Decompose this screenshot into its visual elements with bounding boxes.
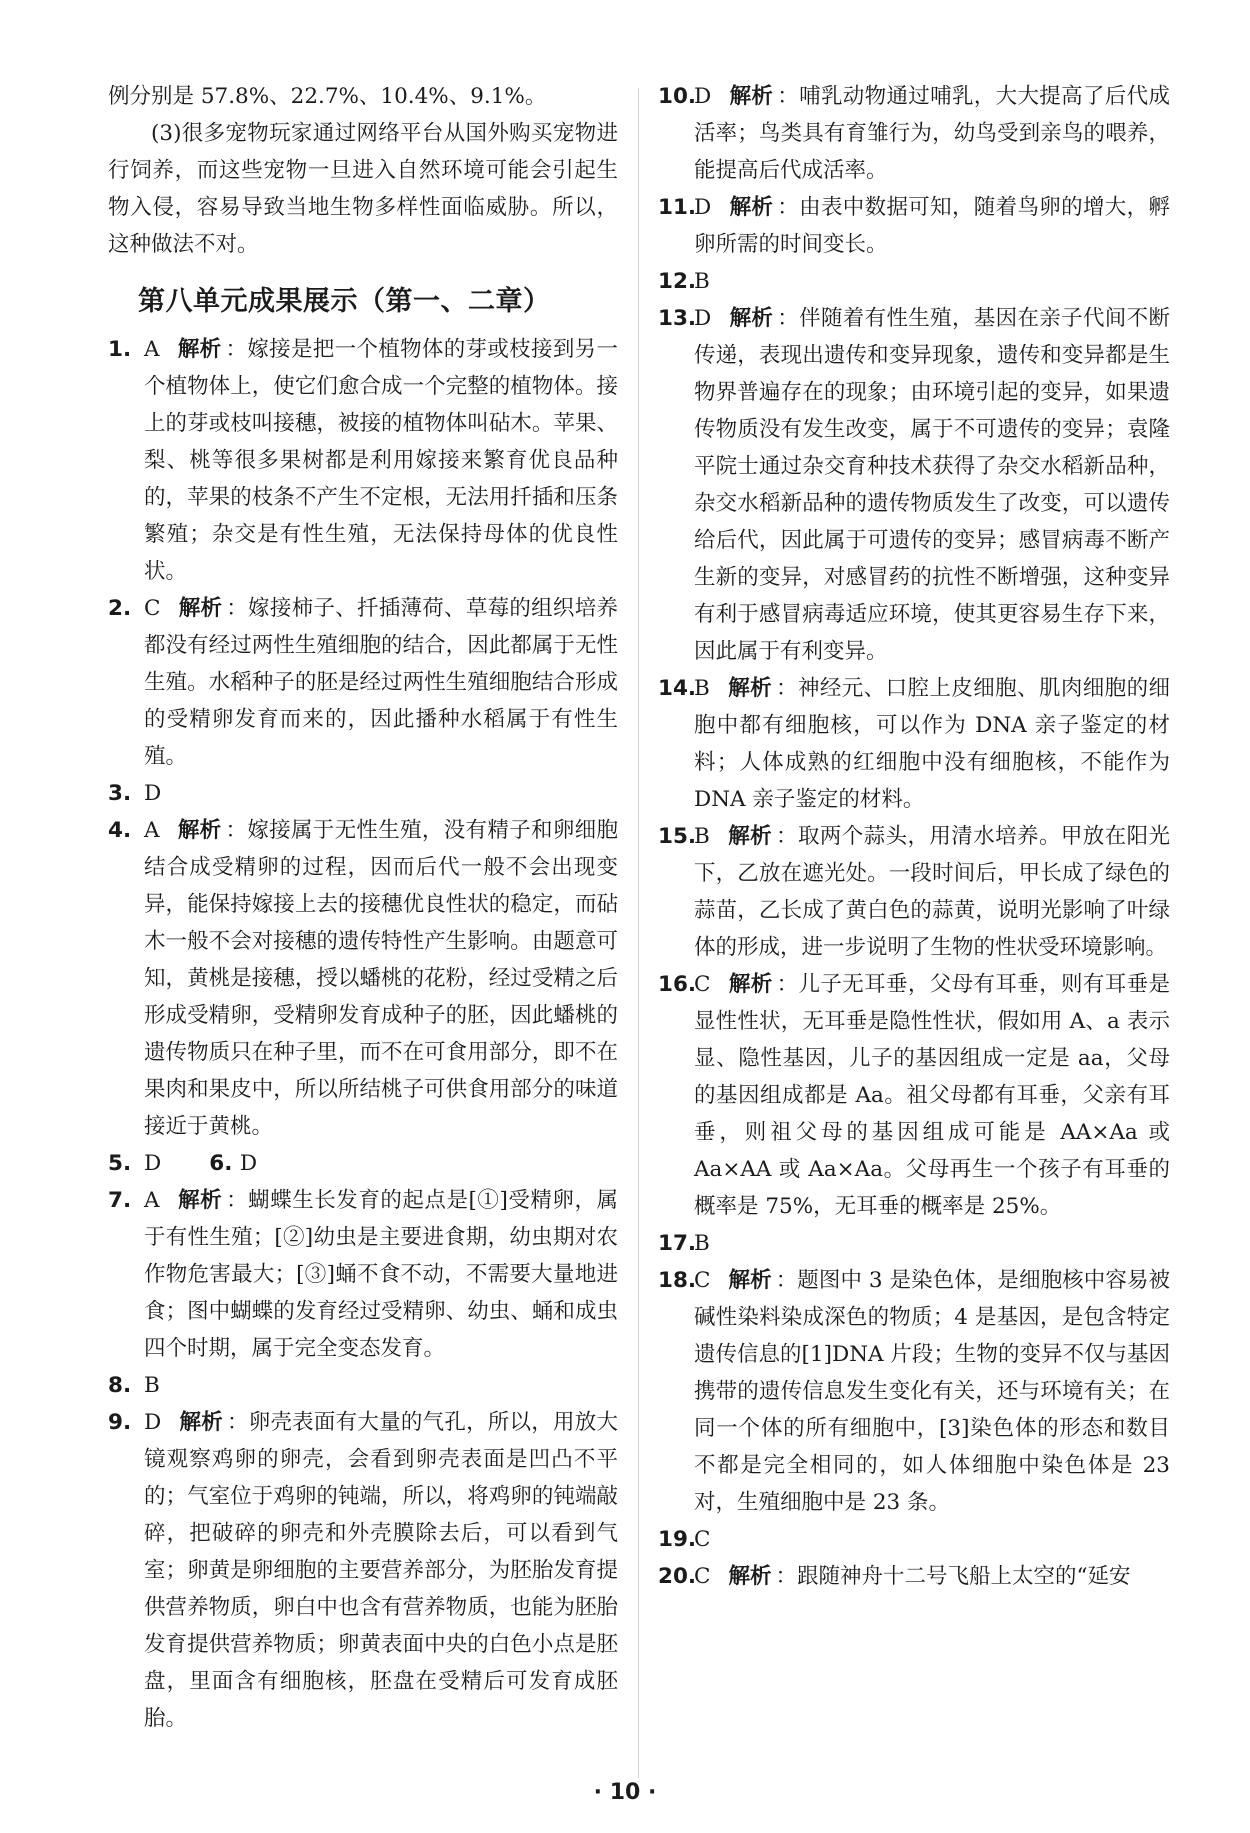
question-number: 12. [658,269,697,294]
page-number: · 10 · [593,1780,657,1805]
answer-letter: D [144,781,162,806]
analysis-tag: 解析 [179,1410,223,1435]
left-column [108,78,618,1737]
analysis-text: ：嫁接是把一个植物体的芽或枝接到另一个植物体上，使它们愈合成一个完整的植物体。接上的芽或枝叫接穗，被接的植物体叫砧木。苹果、梨、桃等很多果树都是利用嫁接来繁育优良品种的，苹果的枝条不产生不定根，无法用扦插和压条繁殖；杂交是有性生殖，无法保持母体的优良性状。 [144,337,618,584]
answer-letter: C [144,596,161,621]
intro-line: 例分别是 57.8%、22.7%、10.4%、9.1%。 [108,84,547,109]
analysis-text: ：嫁接属于无性生殖，没有精子和卵细胞结合成受精卵的过程，因而后代一般不会出现变异，能保持嫁接上去的接穗优良性状的稳定，而砧木一般不会对接穗的遗传特性产生影响。由题意可知，黄桃是接穗，授以蟠桃的花粉，经过受精之后形成受精卵，受精卵发育成种子的胚，因此蟠桃的遗传物质只在种子里，而不在可食用部分，即不在果肉和果皮中，所以所结桃子可供食用部分的味道接近于黄桃。 [144,818,618,1139]
answer-letter: A [144,337,160,362]
analysis-tag: 解析 [728,1268,772,1293]
analysis-text: ：跟随神舟十二号飞船上太空的“延安 [775,1564,1131,1589]
answer-item [658,818,1170,966]
analysis-tag: 解析 [177,1188,223,1213]
answer-item [658,1262,1170,1521]
answer-item [658,1521,1170,1558]
question-number: 14. [658,676,697,701]
answer-letter: B [694,676,710,701]
analysis-tag: 解析 [727,824,773,849]
answer-item [108,812,618,1145]
analysis-text: ：蝴蝶生长发育的起点是[①]受精卵，属于有性生殖；[②]幼虫是主要进食期，幼虫期对农作物危害最大；[③]蛹不食不动，不需要大量地进食；图中蝴蝶的发育经过受精卵、幼虫、蛹和成虫四个时期，属于完全变态发育。 [144,1188,618,1361]
answer-item [658,670,1170,818]
question-number: 18. [658,1268,697,1293]
column-divider [638,88,639,1778]
analysis-tag: 解析 [728,972,773,997]
question-number: 2. [108,596,132,621]
question-number: 16. [658,972,697,997]
answer-item [108,1367,618,1404]
analysis-text: ：伴随着有性生殖，基因在亲子代间不断传递，表现出遗传和变异现象，遗传和变异都是生物界普遍存在的现象；由环境引起的变异，如果遗传物质没有发生改变，属于不可遗传的变异；袁隆平院士通过杂交育种技术获得了杂交水稻新品种，杂交水稻新品种的遗传物质发生了改变，可以遗传给后代，因此属于可遗传的变异；感冒病毒不断产生新的变异，对感冒药的抗性不断增强，这种变异有利于感冒病毒适应环境，使其更容易生存下来，因此属于有利变异。 [694,306,1170,664]
right-column [658,78,1170,1595]
analysis-tag: 解析 [177,337,222,362]
analysis-text: ：题图中 3 是染色体，是细胞核中容易被碱性染料染成深色的物质；4 是基因，是包含特定遗传信息的[1]DNA 片段；生物的变异不仅与基因携带的遗传信息发生变化有关，还与环境有关；在同一个体的所有细胞中，[3]染色体的形态和数目不都是完全相同的，如人体细胞中染色体是 23 对，生殖细胞中是 23 条。 [694,1268,1170,1515]
answer-letter: C [694,1564,711,1589]
answer-letter: D [694,195,712,220]
answer-letter: D [144,1410,162,1435]
section-title: 第八单元成果展示（第一、二章） [138,286,551,317]
answer-item [658,263,1170,300]
answer-letter: B [694,824,710,849]
analysis-tag: 解析 [729,195,774,220]
question-number: 3. [108,781,132,806]
answer-item [108,590,618,775]
question-number: 6. [209,1151,240,1176]
answer-item [658,189,1170,263]
question-number: 4. [108,818,132,843]
intro-paragraph: (3)很多宠物玩家通过网络平台从国外购买宠物进行饲养，而这些宠物一旦进入自然环境可能会引起生物入侵，容易导致当地生物多样性面临威胁。所以，这种做法不对。 [108,121,618,257]
question-number: 5. [108,1151,132,1176]
answer-item [658,300,1170,670]
left-answer-list [108,331,618,1737]
analysis-text: ：神经元、口腔上皮细胞、肌肉细胞的细胞中都有细胞核，可以作为 DNA 亲子鉴定的材料；人体成熟的红细胞中没有细胞核，不能作为 DNA 亲子鉴定的材料。 [694,676,1170,812]
analysis-tag: 解析 [728,1564,772,1589]
question-number: 17. [658,1231,697,1256]
answer-letter: D [694,306,712,331]
analysis-tag: 解析 [178,596,223,621]
answer-letter: C [694,972,711,997]
analysis-text: ：儿子无耳垂，父母有耳垂，则有耳垂是显性性状，无耳垂是隐性性状，假如用 A、a 表示显、隐性基因，儿子的基因组成一定是 aa，父母的基因组成都是 Aa。祖父母都有耳垂，父亲有耳垂，则祖父母的基因组成可能是 AA×Aa 或 Aa×AA 或 Aa×Aa。父母再生一个孩子有耳垂的概率是 75%，无耳垂的概率是 25%。 [694,972,1170,1219]
answer-letter: D [239,1151,258,1176]
analysis-text: ：取两个蒜头，用清水培养。甲放在阳光下，乙放在遮光处。一段时间后，甲长成了绿色的蒜苗，乙长成了黄白色的蒜黄，说明光影响了叶绿体的形成，进一步说明了生物的性状受环境影响。 [694,824,1170,960]
analysis-text: ：嫁接柿子、扦插薄荷、草莓的组织培养都没有经过两性生殖细胞的结合，因此都属于无性生殖。水稻种子的胚是经过两性生殖细胞结合形成的受精卵发育而来的，因此播种水稻属于有性生殖。 [144,596,618,769]
question-number: 9. [108,1410,132,1435]
question-number: 8. [108,1373,132,1398]
answer-letter: A [144,1188,160,1213]
answer-letter: D [694,84,712,109]
answer-item [658,966,1170,1225]
analysis-text: ：卵壳表面有大量的气孔，所以，用放大镜观察鸡卵的卵壳，会看到卵壳表面是凹凸不平的；气室位于鸡卵的钝端，所以，将鸡卵的钝端敲碎，把破碎的卵壳和外壳膜除去后，可以看到气室；卵黄是卵细胞的主要营养部分，为胚胎发育提供营养物质，卵白中也含有营养物质，也能为胚胎发育提供营养物质；卵黄表面中央的白色小点是胚盘，里面含有细胞核，胚盘在受精后可发育成胚胎。 [144,1410,618,1731]
answer-letter: C [694,1268,711,1293]
answer-item [108,1182,618,1367]
analysis-text: ：哺乳动物通过哺乳，大大提高了后代成活率；鸟类具有育雏行为，幼鸟受到亲鸟的喂养，能提高后代成活率。 [694,84,1170,183]
answer-item [108,331,618,590]
question-number: 11. [658,195,697,220]
answer-letter: C [694,1527,711,1552]
question-number: 1. [108,337,132,362]
answer-item [108,1404,618,1737]
answer-letter: B [694,1231,710,1256]
answer-item [108,775,618,812]
analysis-tag: 解析 [727,676,773,701]
analysis-tag: 解析 [729,84,774,109]
question-number: 7. [108,1188,132,1213]
question-number: 19. [658,1527,697,1552]
answer-letter: B [694,269,710,294]
question-number: 20. [658,1564,697,1589]
analysis-tag: 解析 [177,818,222,843]
answer-letter: B [144,1373,160,1398]
answer-item [658,1225,1170,1262]
answer-letter: D [144,1151,162,1176]
right-answer-list [658,78,1170,1595]
analysis-text: ：由表中数据可知，随着鸟卵的增大，孵卵所需的时间变长。 [694,195,1170,257]
answer-item [658,1558,1170,1595]
question-number: 10. [658,84,697,109]
analysis-tag: 解析 [729,306,774,331]
answer-item [108,1145,618,1182]
answer-letter: A [144,818,160,843]
question-number: 15. [658,824,697,849]
question-number: 13. [658,306,697,331]
answer-item [658,78,1170,189]
